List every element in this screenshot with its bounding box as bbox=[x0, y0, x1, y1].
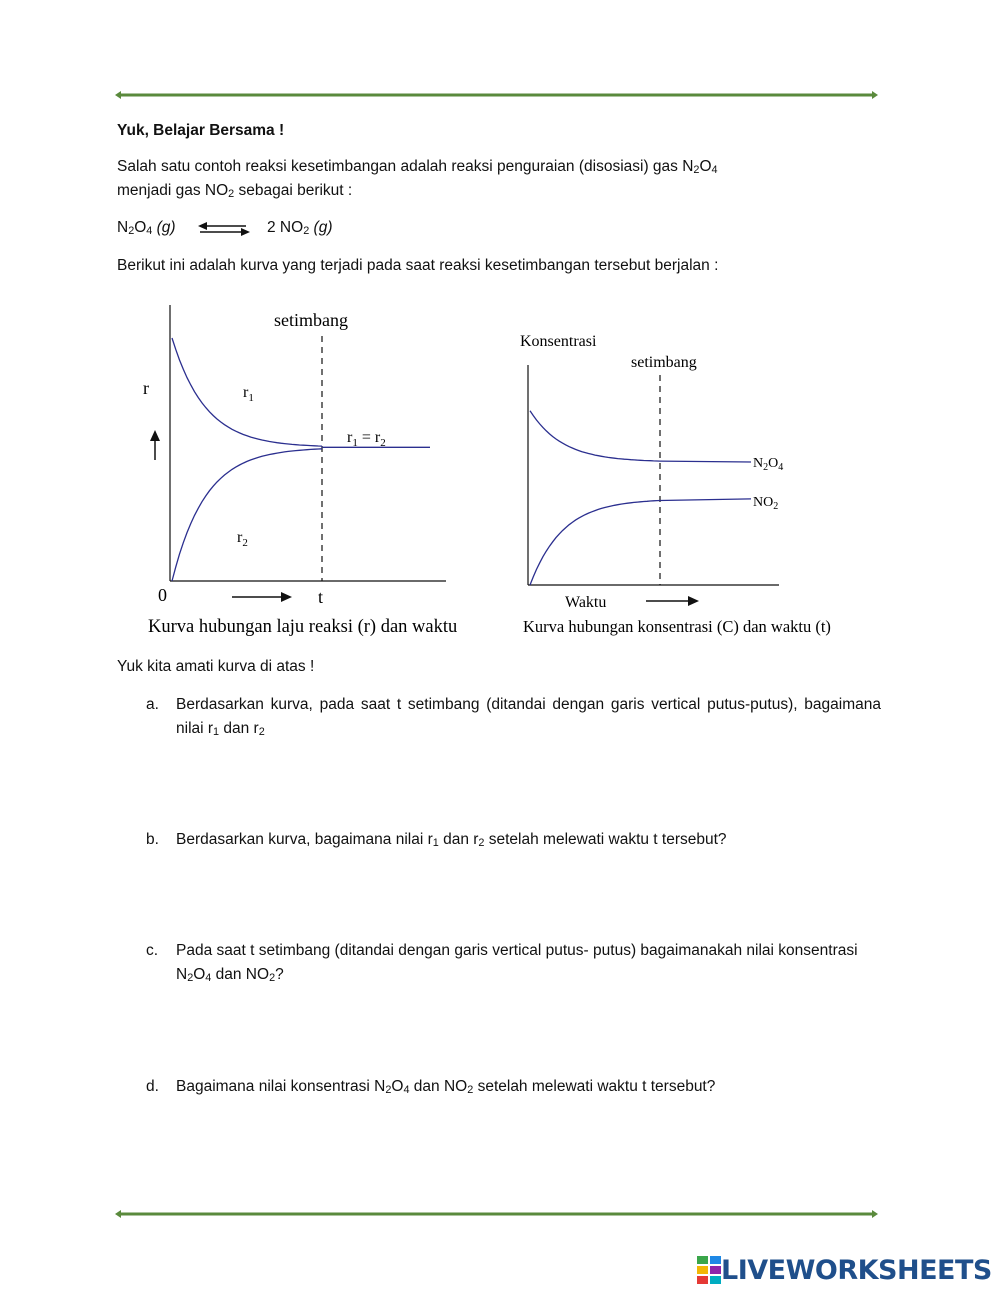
equation-right: 2 $NO_2$ (g) bbox=[267, 219, 333, 237]
setimbang-label: setimbang bbox=[631, 354, 697, 371]
concentration-time-chart bbox=[515, 325, 865, 645]
intro-paragraph: Salah satu contoh reaksi kesetimbangan adalah reaksi penguraian (disosiasi) gas $N_2O_4$ menjadi gas $NO_2$ sebagai berikut : bbox=[117, 158, 718, 200]
question-b: b. Berdasarkan kurva, bagaimana nilai $r_1$ dan $r_2$ setelah melewati waktu t tersebut? bbox=[146, 831, 727, 849]
y-axis-label: r bbox=[143, 378, 149, 398]
setimbang-label: setimbang bbox=[274, 310, 348, 330]
r1-label: $r_1$ bbox=[243, 384, 254, 404]
rate-time-chart bbox=[140, 300, 490, 645]
liveworksheets-logo[interactable] bbox=[697, 1255, 992, 1285]
curve-intro: Berikut ini adalah kurva yang terjadi pada saat reaksi kesetimbangan tersebut berjalan : bbox=[117, 257, 719, 274]
heading: Yuk, Belajar Bersama ! bbox=[117, 122, 285, 139]
top-divider bbox=[115, 89, 878, 101]
r2-label: $r_2$ bbox=[237, 529, 248, 549]
chart2-caption: Kurva hubungan konsentrasi (C) dan waktu (t) bbox=[523, 617, 831, 636]
x-axis-label: Waktu bbox=[565, 594, 607, 611]
question-d: d. Bagaimana nilai konsentrasi $N_2O_4$ dan $NO_2$ setelah melewati waktu t tersebut? bbox=[146, 1078, 716, 1096]
question-c: c. Pada saat t setimbang (ditandai dengan garis vertical putus- putus) bagaimanakah nilai konsentrasi $N_2O_4$ dan $NO_2$? bbox=[146, 942, 858, 984]
x-right-arrow-icon bbox=[232, 592, 292, 602]
question-a: a. Berdasarkan kurva, pada saat t setimbang (ditandai dengan garis vertical putus-putus), bagaimana nilai $r_1$ dan $r_2$ bbox=[146, 696, 881, 738]
n2o4-label: $N_2O_4$ bbox=[753, 456, 784, 473]
bottom-divider bbox=[115, 1208, 878, 1220]
r2-curve bbox=[172, 449, 322, 581]
equilibrium-arrows-icon bbox=[198, 221, 250, 237]
brand-blocks-icon bbox=[697, 1256, 721, 1284]
n2o4-curve bbox=[530, 411, 751, 462]
y-up-arrow-icon bbox=[150, 430, 160, 460]
no2-label: $NO_2$ bbox=[753, 495, 779, 512]
no2-curve bbox=[530, 499, 751, 585]
equation-left: $N_2O_4$ (g) bbox=[117, 219, 176, 237]
r1-equals-r2-label: $r_1 = r_2$ bbox=[347, 429, 386, 449]
origin-label: 0 bbox=[158, 585, 167, 605]
chart1-caption: Kurva hubungan laju reaksi (r) dan waktu bbox=[148, 617, 458, 637]
x-axis-label: t bbox=[318, 587, 324, 607]
x-right-arrow-icon bbox=[646, 596, 699, 606]
brand-name: LIVEWORKSHEETS bbox=[721, 1254, 992, 1286]
observe-prompt: Yuk kita amati kurva di atas ! bbox=[117, 658, 315, 675]
y-axis-label: Konsentrasi bbox=[520, 333, 597, 350]
